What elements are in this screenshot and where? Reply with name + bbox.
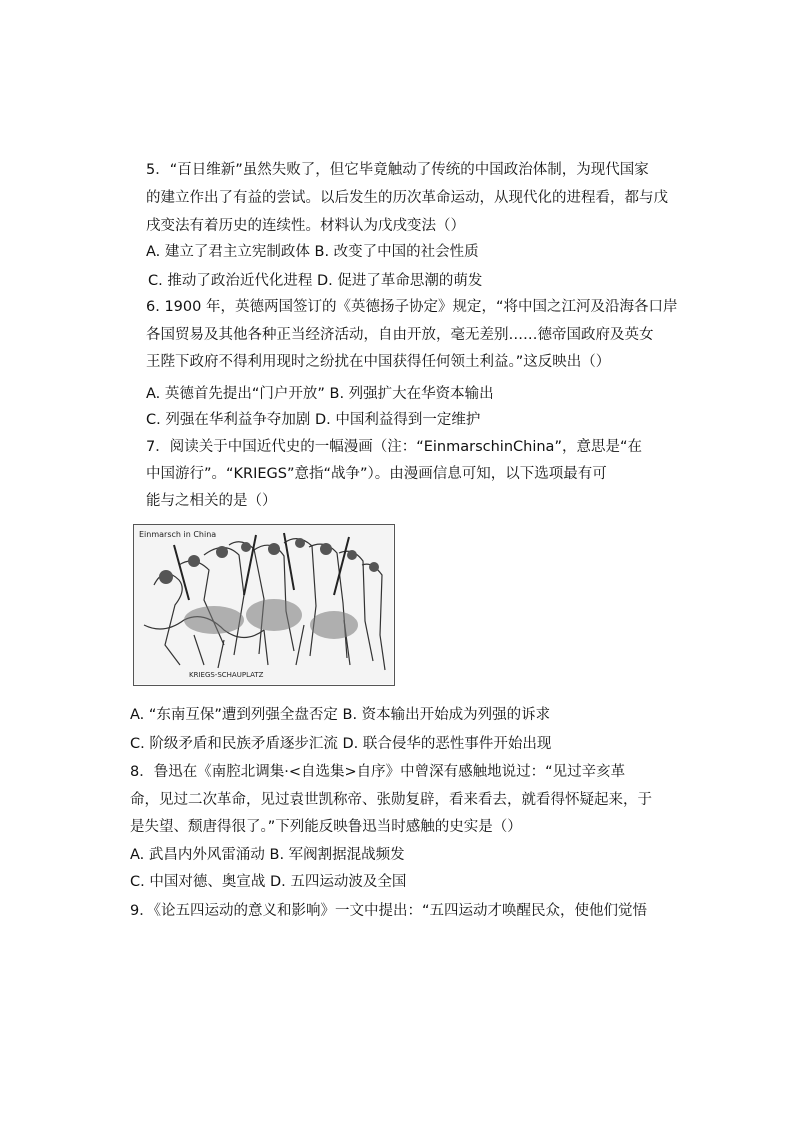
- q9-text-line-1: 9．《论五四运动的意义和影响》一文中提出：“五四运动才唤醒民众，使他们觉悟: [130, 903, 647, 919]
- q7-text-line-3: 能与之相关的是（）: [146, 493, 277, 509]
- q8-text-line-1: 8．鲁迅在《南腔北调集·<自选集>自序》中曾深有感触地说过：“见过辛亥革: [130, 764, 626, 780]
- q6-option-cd: C. 列强在华利益争夺加剧 D. 中国利益得到一定维护: [146, 412, 481, 428]
- q5-text-line-2: 的建立作出了有益的尝试。以后发生的历次革命运动，从现代化的进程看，都与戊: [146, 190, 668, 206]
- cartoon-caption: Einmarsch in China: [139, 530, 217, 539]
- q8-option-ab: A. 武昌内外风雷涌动 B. 军阀割据混战频发: [130, 847, 405, 863]
- q7-option-ab: A. “东南互保”遭到列强全盘否定 B. 资本输出开始成为列强的诉求: [130, 707, 551, 723]
- cartoon-footer: KRIEGS-SCHAUPLATZ: [189, 671, 264, 679]
- q5-option-cd: C. 推动了政治近代化进程 D. 促进了革命思潮的萌发: [148, 273, 483, 289]
- q5-text-line-3: 戌变法有着历史的连续性。材料认为戊戌变法（）: [146, 218, 465, 234]
- q5-text-line-1: 5．“百日维新”虽然失败了，但它毕竟触动了传统的中国政治体制，为现代国家: [146, 162, 649, 178]
- q7-text-line-2: 中国游行”。“KRIEGS”意指“战争”）。由漫画信息可知，以下选项最有可: [146, 466, 607, 482]
- q6-text-line-2: 各国贸易及其他各种正当经济活动，自由开放，毫无差别……德帝国政府及英女: [146, 327, 654, 343]
- q8-text-line-2: 命，见过二次革命，见过袁世凯称帝、张勋复辟，看来看去，就看得怀疑起来，于: [130, 792, 652, 808]
- q8-option-cd: C. 中国对德、奥宣战 D. 五四运动波及全国: [130, 874, 407, 890]
- q7-text-line-1: 7．阅读关于中国近代史的一幅漫画（注：“EinmarschinChina”，意思是“在: [146, 439, 642, 455]
- q6-option-ab: A. 英德首先提出“门户开放” B. 列强扩大在华资本输出: [146, 386, 494, 402]
- q5-option-ab: A. 建立了君主立宪制政体 B. 改变了中国的社会性质: [146, 244, 479, 260]
- q8-text-line-3: 是失望、颓唐得很了。”下列能反映鲁迅当时感触的史实是（）: [130, 819, 522, 835]
- cartoon-drawing: [134, 525, 393, 684]
- q7-option-cd: C. 阶级矛盾和民族矛盾逐步汇流 D. 联合侵华的恶性事件开始出现: [130, 736, 552, 752]
- q6-text-line-3: 王陛下政府不得利用现时之纷扰在中国获得任何领土利益。”这反映出（）: [146, 354, 611, 370]
- q7-cartoon-image: [133, 524, 395, 686]
- q6-text-line-1: 6. 1900 年，英德两国签订的《英德扬子协定》规定，“将中国之江河及沿海各口岸: [146, 299, 678, 315]
